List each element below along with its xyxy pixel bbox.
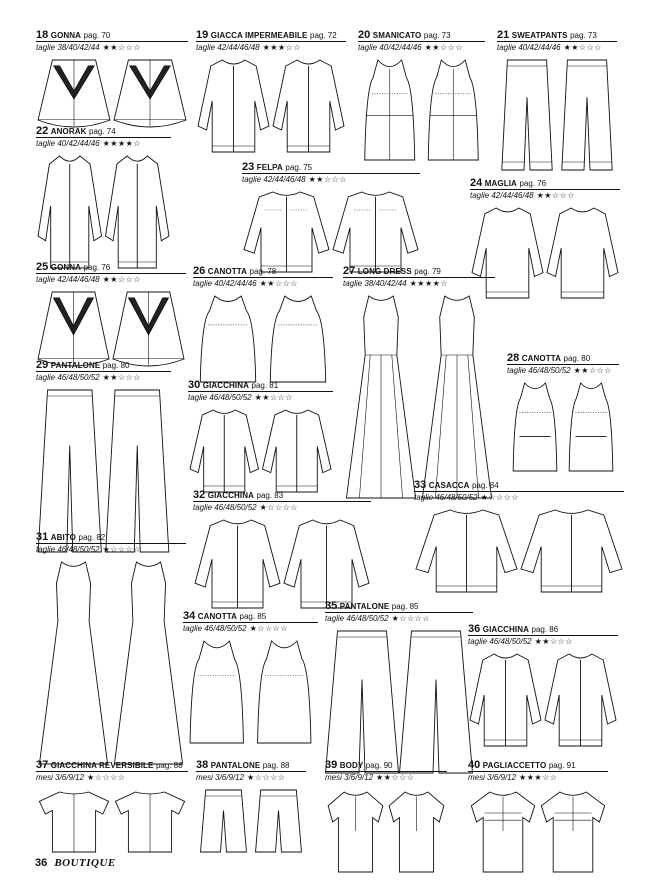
pattern-item	[36, 360, 171, 383]
item-name: PANTALONE	[210, 761, 261, 770]
item-sizes-text: taglie 46/48/50/52	[188, 393, 252, 402]
item-header	[343, 266, 495, 277]
item-sizes-text: taglie 40/42/44/46	[193, 279, 257, 288]
item-sizes	[36, 371, 171, 383]
item-sizes-text: taglie 38/40/42/44	[343, 279, 407, 288]
item-name: BODY	[339, 761, 364, 770]
garment-drawing-icon	[188, 406, 333, 496]
item-sizes-text: taglie 42/44/46/48	[196, 43, 260, 52]
difficulty-stars: ★☆☆☆☆	[87, 773, 126, 782]
pattern-item	[36, 760, 188, 783]
item-sizes-text: taglie 42/44/46/48	[470, 191, 534, 200]
item-sizes-text: taglie 46/48/50/52	[414, 493, 478, 502]
garment-drawing-icon	[196, 56, 346, 156]
item-sizes	[188, 391, 333, 403]
item-header	[36, 262, 186, 273]
item-name: CANOTTA	[197, 612, 237, 621]
pattern-item	[507, 353, 619, 376]
difficulty-stars: ★★★★☆	[102, 139, 141, 148]
difficulty-stars: ★☆☆☆☆	[391, 614, 430, 623]
garment-drawing-icon	[468, 650, 618, 750]
pattern-item	[343, 266, 495, 289]
item-page-ref: pag. 85	[239, 612, 267, 621]
item-header	[183, 611, 318, 622]
item-sizes	[414, 491, 624, 503]
item-sizes	[497, 41, 617, 53]
item-page-ref: pag. 72	[310, 31, 337, 40]
pattern-item	[196, 760, 306, 783]
item-name: MAGLIA	[484, 179, 517, 188]
garment-drawing-icon	[36, 558, 186, 768]
item-number: 25	[36, 261, 49, 273]
item-name: GIACCHINA	[207, 491, 254, 500]
item-header	[325, 601, 473, 612]
item-sizes-text: taglie 46/48/50/52	[36, 373, 100, 382]
pattern-item	[193, 266, 333, 289]
item-number: 35	[325, 600, 338, 612]
pattern-item	[193, 490, 371, 513]
garment-drawing-icon	[507, 379, 619, 475]
item-header	[470, 178, 620, 189]
item-name: CANOTTA	[521, 354, 561, 363]
item-number: 30	[188, 379, 201, 391]
item-page-ref: pag. 81	[251, 381, 279, 390]
item-header	[196, 30, 346, 41]
difficulty-stars: ★★☆☆☆	[573, 366, 612, 375]
pattern-item	[414, 480, 624, 503]
pattern-item	[497, 30, 617, 53]
page-number: 36	[35, 857, 48, 869]
brand-logo-text: BOUTIQUE	[54, 857, 116, 869]
item-number: 31	[36, 531, 49, 543]
item-page-ref: pag. 76	[83, 263, 111, 272]
item-header	[188, 380, 333, 391]
item-header	[242, 162, 420, 173]
difficulty-stars: ★★★☆☆	[519, 773, 558, 782]
garment-drawing-icon	[497, 56, 617, 174]
garment-drawing-icon	[343, 292, 495, 502]
pattern-item	[358, 30, 485, 53]
item-page-ref: pag. 73	[423, 31, 451, 40]
difficulty-stars: ★☆☆☆☆	[249, 624, 288, 633]
item-sizes-text: taglie 40/42/44/46	[497, 43, 561, 52]
pattern-item	[242, 162, 420, 185]
difficulty-stars: ★★★★☆	[409, 279, 448, 288]
item-page-ref: pag. 90	[365, 761, 393, 770]
difficulty-stars: ★★☆☆☆	[563, 43, 602, 52]
item-header	[36, 532, 186, 543]
pattern-item	[325, 760, 447, 783]
difficulty-stars: ★★☆☆☆	[308, 175, 347, 184]
item-sizes	[470, 189, 620, 201]
item-name: PANTALONE	[339, 602, 390, 611]
item-sizes	[468, 635, 618, 647]
item-header	[468, 760, 608, 771]
page-footer	[35, 857, 116, 869]
item-sizes	[358, 41, 485, 53]
difficulty-stars: ★☆☆☆☆	[102, 545, 141, 554]
item-name: SMANICATO	[372, 31, 422, 40]
item-sizes-text: mesi 3/6/9/12	[468, 773, 517, 782]
item-header	[36, 126, 171, 137]
item-number: 20	[358, 29, 371, 41]
item-sizes	[36, 41, 188, 53]
item-page-ref: pag. 73	[570, 31, 597, 40]
difficulty-stars: ★★☆☆☆	[254, 393, 293, 402]
difficulty-stars: ★★☆☆☆	[102, 43, 141, 52]
garment-drawing-icon	[325, 627, 473, 777]
item-sizes	[507, 364, 619, 376]
item-page-ref: pag. 84	[471, 481, 499, 490]
item-name: FELPA	[256, 163, 283, 172]
garment-drawing-icon	[358, 56, 485, 164]
pattern-item	[36, 126, 171, 149]
item-sizes-text: taglie 40/42/44/46	[36, 139, 100, 148]
item-page-ref: pag. 86	[531, 625, 559, 634]
item-header	[36, 30, 188, 41]
item-header	[414, 480, 624, 491]
item-sizes	[343, 277, 495, 289]
item-number: 39	[325, 759, 338, 771]
item-page-ref: pag. 91	[548, 761, 576, 770]
item-number: 28	[507, 352, 520, 364]
garment-drawing-icon	[183, 637, 318, 747]
garment-drawing-icon	[36, 56, 188, 134]
item-sizes-text: taglie 46/48/50/52	[468, 637, 532, 646]
item-sizes-text: taglie 46/48/50/52	[507, 366, 571, 375]
item-page-ref: pag. 83	[256, 491, 284, 500]
item-sizes	[196, 771, 306, 783]
item-header	[193, 266, 333, 277]
item-sizes	[193, 277, 333, 289]
item-header	[36, 360, 171, 371]
item-number: 32	[193, 489, 206, 501]
item-header	[468, 624, 618, 635]
item-header	[193, 490, 371, 501]
difficulty-stars: ★★★☆☆	[262, 43, 301, 52]
item-page-ref: pag. 70	[83, 31, 111, 40]
garment-drawing-icon	[325, 786, 447, 876]
garment-drawing-icon	[193, 292, 333, 386]
item-sizes-text: taglie 40/42/44/46	[358, 43, 422, 52]
item-sizes	[36, 771, 188, 783]
difficulty-stars: ★☆☆☆☆	[259, 503, 298, 512]
item-page-ref: pag. 85	[391, 602, 419, 611]
item-page-ref: pag. 88	[155, 761, 183, 770]
garment-drawing-icon	[414, 506, 624, 596]
item-sizes	[242, 173, 420, 185]
item-number: 19	[196, 29, 209, 41]
item-name: GONNA	[50, 263, 82, 272]
garment-drawing-icon	[36, 786, 188, 856]
item-number: 21	[497, 29, 510, 41]
item-header	[507, 353, 619, 364]
item-sizes	[36, 273, 186, 285]
item-header	[358, 30, 485, 41]
pattern-item	[36, 30, 188, 53]
item-sizes-text: taglie 38/40/42/44	[36, 43, 100, 52]
difficulty-stars: ★★☆☆☆	[424, 43, 463, 52]
difficulty-stars: ★☆☆☆☆	[480, 493, 519, 502]
pattern-item	[183, 611, 318, 634]
item-name: LONG DRESS	[357, 267, 412, 276]
item-number: 22	[36, 125, 49, 137]
item-sizes	[196, 41, 346, 53]
item-page-ref: pag. 78	[249, 267, 277, 276]
item-sizes-text: taglie 46/48/50/52	[193, 503, 257, 512]
item-header	[325, 760, 447, 771]
item-header	[36, 760, 188, 771]
item-page-ref: pag. 88	[262, 761, 290, 770]
item-sizes	[183, 622, 318, 634]
item-name: ABITO	[50, 533, 77, 542]
item-page-ref: pag. 76	[519, 179, 547, 188]
item-name: GIACCHINA REVERSIBILE	[50, 761, 154, 770]
item-sizes-text: taglie 46/48/50/52	[325, 614, 389, 623]
item-sizes	[36, 543, 186, 555]
pattern-item	[470, 178, 620, 201]
garment-drawing-icon	[196, 786, 306, 856]
difficulty-stars: ★★☆☆☆	[102, 275, 141, 284]
item-number: 29	[36, 359, 49, 371]
pattern-item	[325, 601, 473, 624]
item-header	[497, 30, 617, 41]
item-sizes-text: taglie 46/48/50/52	[36, 545, 100, 554]
pattern-item	[468, 760, 608, 783]
item-number: 36	[468, 623, 481, 635]
garment-drawing-icon	[242, 188, 420, 276]
item-name: CASACCA	[428, 481, 470, 490]
item-sizes-text: taglie 46/48/50/52	[183, 624, 247, 633]
item-sizes-text: taglie 42/44/46/48	[242, 175, 306, 184]
item-sizes	[325, 612, 473, 624]
difficulty-stars: ★★☆☆☆	[259, 279, 298, 288]
pattern-item	[36, 532, 186, 555]
item-name: GIACCHINA	[202, 381, 249, 390]
item-name: GIACCA IMPERMEABILE	[210, 31, 308, 40]
item-sizes-text: mesi 3/6/9/12	[36, 773, 85, 782]
item-sizes	[193, 501, 371, 513]
item-sizes	[468, 771, 608, 783]
item-name: CANOTTA	[207, 267, 247, 276]
item-number: 18	[36, 29, 49, 41]
item-name: PANTALONE	[50, 361, 101, 370]
item-number: 27	[343, 265, 356, 277]
item-name: PAGLIACCETTO	[482, 761, 547, 770]
item-number: 34	[183, 610, 196, 622]
item-number: 23	[242, 161, 255, 173]
difficulty-stars: ★★☆☆☆	[102, 373, 141, 382]
difficulty-stars: ★★☆☆☆	[376, 773, 415, 782]
item-page-ref: pag. 75	[285, 163, 313, 172]
item-name: ANORAK	[50, 127, 87, 136]
pattern-item	[468, 624, 618, 647]
item-page-ref: pag. 79	[414, 267, 441, 276]
item-header	[196, 760, 306, 771]
garment-drawing-icon	[36, 386, 171, 556]
item-name: GONNA	[50, 31, 82, 40]
item-page-ref: pag. 80	[102, 361, 130, 370]
garment-drawing-icon	[193, 516, 371, 612]
garment-drawing-icon	[468, 786, 608, 876]
item-name: SWEATPANTS	[511, 31, 568, 40]
garment-drawing-icon	[36, 152, 171, 272]
item-number: 37	[36, 759, 49, 771]
item-sizes	[325, 771, 447, 783]
pattern-item	[188, 380, 333, 403]
item-sizes-text: mesi 3/6/9/12	[325, 773, 374, 782]
item-name: GIACCHINA	[482, 625, 529, 634]
item-number: 40	[468, 759, 481, 771]
item-page-ref: pag. 82	[78, 533, 106, 542]
difficulty-stars: ★★☆☆☆	[534, 637, 573, 646]
pattern-item	[36, 262, 186, 285]
item-number: 33	[414, 479, 427, 491]
item-number: 38	[196, 759, 209, 771]
item-sizes-text: taglie 42/44/46/48	[36, 275, 100, 284]
item-page-ref: pag. 74	[89, 127, 116, 136]
difficulty-stars: ★★☆☆☆	[536, 191, 575, 200]
difficulty-stars: ★☆☆☆☆	[247, 773, 286, 782]
item-number: 24	[470, 177, 483, 189]
item-page-ref: pag. 80	[563, 354, 591, 363]
item-sizes	[36, 137, 171, 149]
item-number: 26	[193, 265, 206, 277]
pattern-item	[196, 30, 346, 53]
item-sizes-text: mesi 3/6/9/12	[196, 773, 245, 782]
